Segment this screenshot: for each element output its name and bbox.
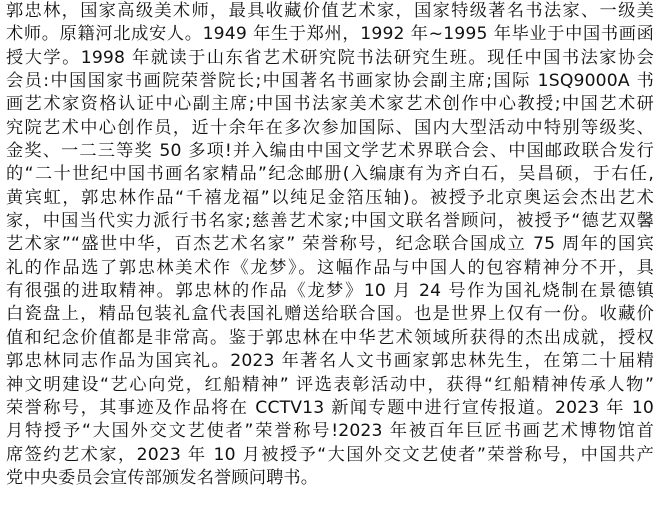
paragraph-line-5: 画艺术家资格认证中心副主席;中国书法家美术家艺术创作中心教授;中国艺术研 xyxy=(6,94,654,115)
paragraph-line-3: 授大学。1998 年就读于山东省艺术研究院书法研究生班。现任中国书法家协会 xyxy=(6,47,654,68)
biography-paragraph xyxy=(6,0,654,490)
paragraph-line-19: 月特授予“大国外交文艺使者”荣誉称号!2023 年被百年巨匠书画艺术博物馆首 xyxy=(6,421,654,442)
paragraph-line-21: 党中央委员会宣传部颁发名誉顾问聘书。 xyxy=(6,467,319,488)
paragraph-line-2: 术师。原籍河北成安人。1949 年生于郑州，1992 年~1995 年毕业于中国书画函 xyxy=(6,24,654,45)
paragraph-line-6: 究院艺术中心创作员，近十余年在多次参加国际、国内大型活动中特别等级奖、 xyxy=(6,117,654,138)
paragraph-line-7: 金奖、一二三等奖 50 多项!并入编由中国文学艺术界联合会、中国邮政联合发行 xyxy=(6,141,654,162)
paragraph-line-15: 值和纪念价值都是非常高。鉴于郭忠林在中华艺术领域所获得的杰出成就，授权 xyxy=(6,327,654,348)
paragraph-line-9: 黄宾虹，郭忠林作品“千禧龙福”以纯足金箔压轴)。被授予北京奥运会杰出艺术 xyxy=(6,187,654,208)
paragraph-line-16: 郭忠林同志作品为国宾礼。2023 年著名人文书画家郭忠林先生，在第二十届精 xyxy=(6,351,654,372)
paragraph-line-11: 艺术家”“盛世中华，百杰艺术名家” 荣誉称号，纪念联合国成立 75 周年的国宾 xyxy=(6,234,654,255)
paragraph-line-10: 家，中国当代实力派行书名家;慈善艺术家;中国文联名誉顾问，被授予“德艺双馨 xyxy=(6,211,654,232)
paragraph-line-20: 席签约艺术家，2023 年 10 月被授予“大国外交文艺使者”荣誉称号，中国共产 xyxy=(6,444,654,465)
paragraph-line-1: 郭忠林，国家高级美术师，最具收藏价值艺术家，国家特级著名书法家、一级美 xyxy=(6,1,654,21)
paragraph-line-8: 的“二十世纪中国书画名家精品”纪念邮册(入编康有为齐白石，吴昌硕，于右任, xyxy=(6,164,654,185)
paragraph-line-17: 神文明建设“艺心向党，红船精神” 评选表彰活动中，获得“红船精神传承人物” xyxy=(6,374,654,395)
paragraph-line-14: 白瓷盘上，精品包装礼盒代表国礼赠送给联合国。也是世界上仅有一份。收藏价 xyxy=(6,304,654,325)
paragraph-line-12: 礼的作品选了郭忠林美术作《龙梦》。这幅作品与中国人的包容精神分不开，具 xyxy=(6,257,654,278)
paragraph-line-13: 有很强的进取精神。郭忠林的作品《龙梦》10 月 24 号作为国礼烧制在景德镇 xyxy=(6,281,654,302)
paragraph-line-4: 会员:中国国家书画院荣誉院长;中国著名书画家协会副主席;国际 1SQ9000A 书 xyxy=(6,71,654,92)
paragraph-line-18: 荣誉称号，其事迹及作品将在 CCTV13 新闻专题中进行宣传报道。2023 年 10 xyxy=(6,397,654,418)
